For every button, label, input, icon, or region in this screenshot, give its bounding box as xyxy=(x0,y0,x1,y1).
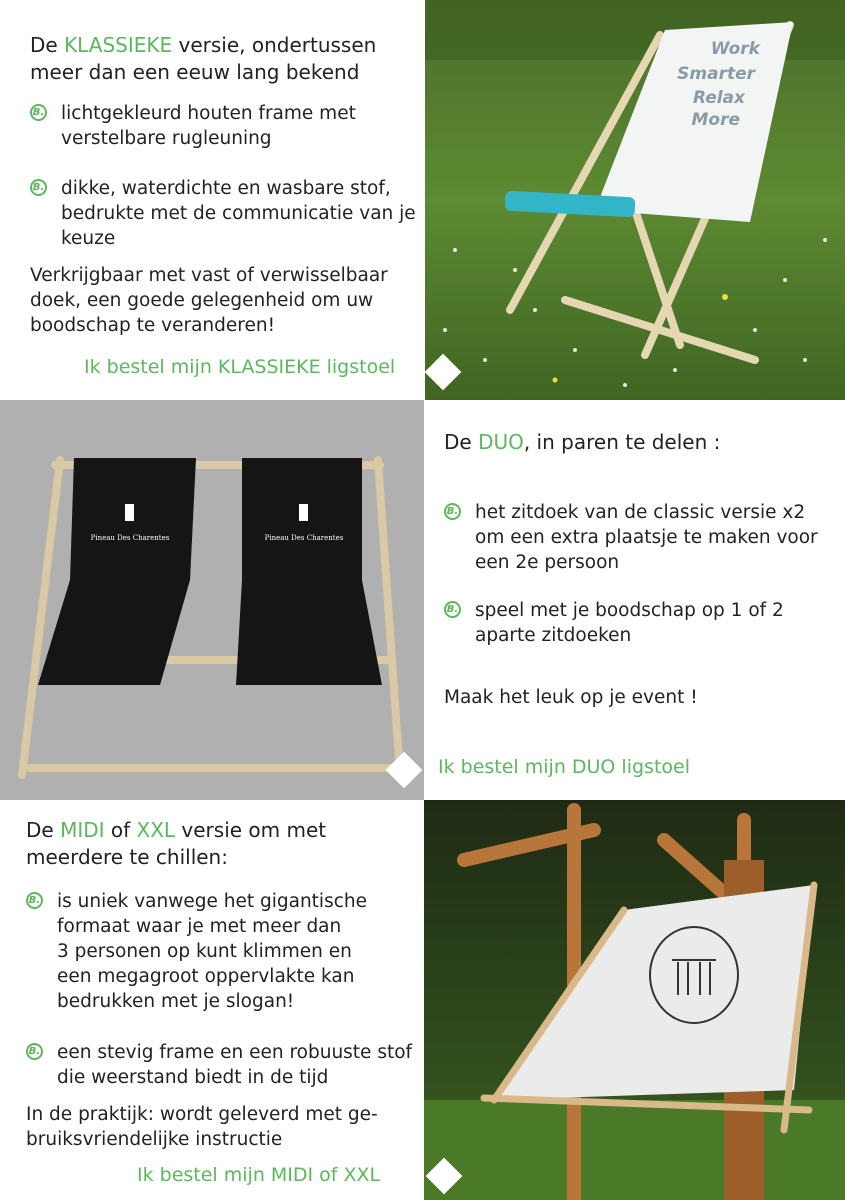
list-item: B. het zitdoek van de classic versie x2 om een extra plaatsje te maken voor een 2e persoon xyxy=(444,500,818,575)
bullet-logo-icon: B. xyxy=(30,104,47,121)
bullet-logo-icon: B. xyxy=(26,892,43,909)
heading-accent: KLASSIEKE xyxy=(64,33,173,57)
bullet-logo-icon: B. xyxy=(30,179,47,196)
midi-chair-photo xyxy=(424,800,845,1200)
klassieke-heading xyxy=(30,32,376,86)
duo-paragraph: Maak het leuk op je event ! xyxy=(444,687,698,708)
duo-heading: De DUO, in paren te delen : xyxy=(444,430,721,454)
svg-text:Smarter: Smarter xyxy=(677,64,755,84)
duo-chair-photo xyxy=(0,400,424,800)
heading-text: meer dan een eeuw lang bekend xyxy=(30,60,360,84)
order-midi-link[interactable]: Ik bestel mijn MIDI of XXL xyxy=(137,1164,381,1186)
klassieke-paragraph: Verkrijgbaar met vast of verwisselbaar doek, een goede gelegenheid om uw boodschap te veranderen! xyxy=(30,265,388,336)
svg-text:More: More xyxy=(691,110,740,130)
list-item: B. dikke, waterdichte en wasbare stof, bedrukte met de communicatie van je keuze xyxy=(30,176,416,251)
bullet-logo-icon: B. xyxy=(444,503,461,520)
order-duo-link[interactable]: Ik bestel mijn DUO ligstoel xyxy=(438,756,690,778)
svg-text:Work: Work xyxy=(710,39,760,59)
seat-brand-left: Pineau Des Charentes xyxy=(90,534,170,542)
order-klassieke-link[interactable]: Ik bestel mijn KLASSIEKE ligstoel xyxy=(84,356,396,378)
heading-text: De xyxy=(30,33,65,57)
klassieke-chair-photo xyxy=(425,0,845,400)
list-item: B. is uniek vanwege het gigantische formaat waar je met meer dan 3 personen op kunt klimmen en een megagroot oppervlakte kan bedrukken met je slogan! xyxy=(26,889,367,1014)
bullet-logo-icon: B. xyxy=(26,1043,43,1060)
list-item: B. lichtgekleurd houten frame met verstelbare rugleuning xyxy=(30,101,356,151)
bullet-logo-icon: B. xyxy=(444,601,461,618)
list-item: B. speel met je boodschap op 1 of 2 aparte zitdoeken xyxy=(444,598,784,648)
heading-text: versie, ondertussen xyxy=(172,33,377,57)
svg-text:Relax: Relax xyxy=(692,88,745,108)
midi-paragraph: In de praktijk: wordt geleverd met ge- bruiksvriendelijke instructie xyxy=(26,1104,378,1150)
list-item: B. een stevig frame en een robuuste stof die weerstand biedt in de tijd xyxy=(26,1040,412,1090)
seat-brand-right: Pineau Des Charentes xyxy=(264,534,344,542)
midi-heading: De MIDI of XXL versie om met meerdere te chillen: xyxy=(26,818,327,869)
